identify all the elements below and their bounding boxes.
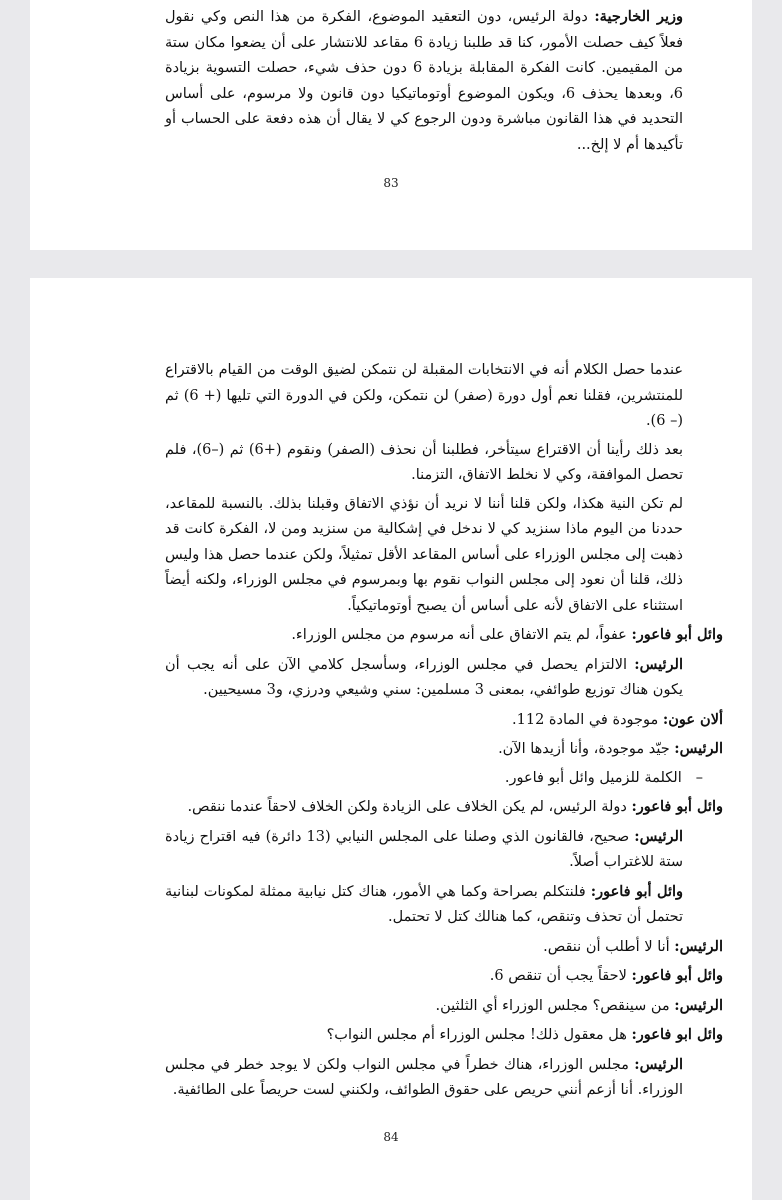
speaker-name: الرئيس: bbox=[634, 827, 683, 845]
paragraph bbox=[165, 358, 723, 435]
paragraph-text: من سينقص؟ مجلس الوزراء أي الثلثين. bbox=[435, 997, 675, 1014]
paragraph-text: لم تكن النية هكذا، ولكن قلنا أننا لا نريد أن نؤذي الاتفاق وقبلنا بذلك. بالنسبة للمقاعد، حددنا من اليوم ماذا سنزيد كي لا ندخل في إشكالية من سنزيد ومن لا، الفكرة كانت قد ذهبت إلى مجلس الوزراء على أساس المقاعد الأقل تمثيلاً، ولكن عندما حصل هذا وليس ذلك، قلنا أن نعود إلى مجلس النواب نقوم بها وبمرسوم في مجلس الوزراء، ولكنه أيضاً استثناء على الاتفاق لأنه على أساس أن يصبح أوتوماتيكياً. bbox=[165, 495, 683, 614]
speaker-name: وائل أبو فاعور: bbox=[631, 967, 723, 984]
paragraph bbox=[165, 4, 723, 158]
speaker-name: الرئيس: bbox=[634, 655, 683, 673]
paragraph bbox=[165, 652, 723, 704]
speaker-name: الرئيس: bbox=[674, 740, 723, 757]
paragraph-text: الكلمة للزميل وائل أبو فاعور. bbox=[504, 769, 682, 786]
page-body bbox=[165, 4, 723, 161]
paragraph bbox=[165, 824, 723, 876]
bullet-item bbox=[165, 766, 723, 792]
paragraph-text: دولة الرئيس، لم يكن الخلاف على الزيادة ولكن الخلاف لاحقاً عندما ننقص. bbox=[187, 799, 632, 815]
paragraph bbox=[165, 707, 723, 734]
paragraph bbox=[165, 993, 723, 1020]
paragraph-text: مجلس الوزراء، هناك خطراً في مجلس النواب ولكن لا يوجد خطر في مجلس الوزراء. أنا أزعم أنني حريص على حقوق الطوائف، ولكنني لست حريصاً على الطائفية. bbox=[165, 1056, 683, 1098]
paragraph-text: هل معقول ذلك! مجلس الوزراء أم مجلس النواب؟ bbox=[326, 1027, 632, 1043]
paragraph-text: عندما حصل الكلام أنه في الانتخابات المقبلة لن نتمكن لضيق الوقت من القيام بالاقتراع للمنتشرين، فقلنا نعم أول دورة (صفر) لن نتمكن، ولكن في الدورة التي تليها (+ 6) ثم (– 6). bbox=[165, 362, 684, 429]
speaker-name: وزير الخارجية: bbox=[594, 8, 683, 25]
paragraph-text: دولة الرئيس، دون التعقيد الموضوع، الفكرة من هذا النص وكي نقول فعلاً كيف حصلت الأمور، كنا قد طلبنا زيادة 6 مقاعد للانتشار على أن يضعوا مكان ستة من المقيمين. كانت الفكرة المقابلة بزيادة 6 دون حذف شيء، حصلت التسوية بزيادة 6، وبعدها يحذف 6، ويكون الموضوع أوتوماتيكيا دون قانون ولا مرسوم، على أساس التحديد في هذا القانون مباشرة ودون الرجوع كي لا يقال أن هذه دفعة على الحساب أو تأكيدها أم لا إلخ... bbox=[165, 9, 684, 153]
paragraph-text: موجودة في المادة 112. bbox=[512, 711, 663, 728]
document-page bbox=[30, 0, 752, 250]
paragraph-text: أنا لا أطلب أن ننقص. bbox=[543, 938, 675, 955]
paragraph bbox=[165, 736, 723, 763]
paragraph-text: عفواً، لم يتم الاتفاق على أنه مرسوم من مجلس الوزراء. bbox=[291, 627, 632, 643]
paragraph bbox=[165, 1052, 723, 1104]
paragraph-text: لاحقاً يجب أن تنقص 6. bbox=[489, 968, 632, 984]
speaker-name: ألان عون: bbox=[662, 710, 723, 728]
paragraph bbox=[165, 963, 723, 990]
paragraph-text: جيّد موجودة، وأنا أزيدها الآن. bbox=[498, 741, 675, 757]
paragraph-text: صحيح، فالقانون الذي وصلنا على المجلس النيابي (13 دائرة) فيه اقتراح زيادة ستة للاغتراب أصلاً. bbox=[165, 828, 683, 870]
page-body bbox=[165, 358, 723, 1107]
paragraph bbox=[165, 1022, 723, 1049]
speaker-name: وائل أبو فاعور: bbox=[631, 626, 723, 643]
paragraph bbox=[165, 622, 723, 649]
speaker-name: الرئيس: bbox=[674, 996, 723, 1014]
paragraph-text: الالتزام يحصل في مجلس الوزراء، وسأسجل كلامي الآن على أنه يجب أن يكون هناك توزيع طوائفي، بمعنى 3 مسلمين: سني وشيعي ودرزي، و3 مسيحيين. bbox=[165, 656, 683, 698]
paragraph-text: فلنتكلم بصراحة وكما هي الأمور، هناك كتل نيابية ممثلة لمكونات لبنانية تحتمل أن تحذف وتنقص، كما هنالك كتل لا تحتمل. bbox=[165, 883, 683, 925]
paragraph bbox=[165, 934, 723, 961]
page-number: 83 bbox=[383, 176, 399, 190]
paragraph bbox=[165, 492, 723, 620]
speaker-name: وائل ابو فاعور: bbox=[631, 1026, 723, 1043]
paragraph bbox=[165, 794, 723, 821]
dash-bullet: – bbox=[695, 769, 703, 786]
page-number: 84 bbox=[383, 1130, 399, 1144]
document-page bbox=[30, 278, 752, 1200]
paragraph bbox=[165, 879, 723, 931]
speaker-name: الرئيس: bbox=[634, 1055, 683, 1073]
speaker-name: وائل أبو فاعور: bbox=[631, 798, 723, 815]
paragraph bbox=[165, 438, 723, 489]
speaker-name: الرئيس: bbox=[674, 937, 723, 955]
paragraph-text: بعد ذلك رأينا أن الاقتراع سيتأخر، فطلبنا أن نحذف (الصفر) ونقوم (+6) ثم (–6)، فلم تحصل الموافقة، وكي لا نخلط الاتفاق، التزمنا. bbox=[165, 441, 684, 483]
speaker-name: وائل أبو فاعور: bbox=[590, 882, 684, 900]
